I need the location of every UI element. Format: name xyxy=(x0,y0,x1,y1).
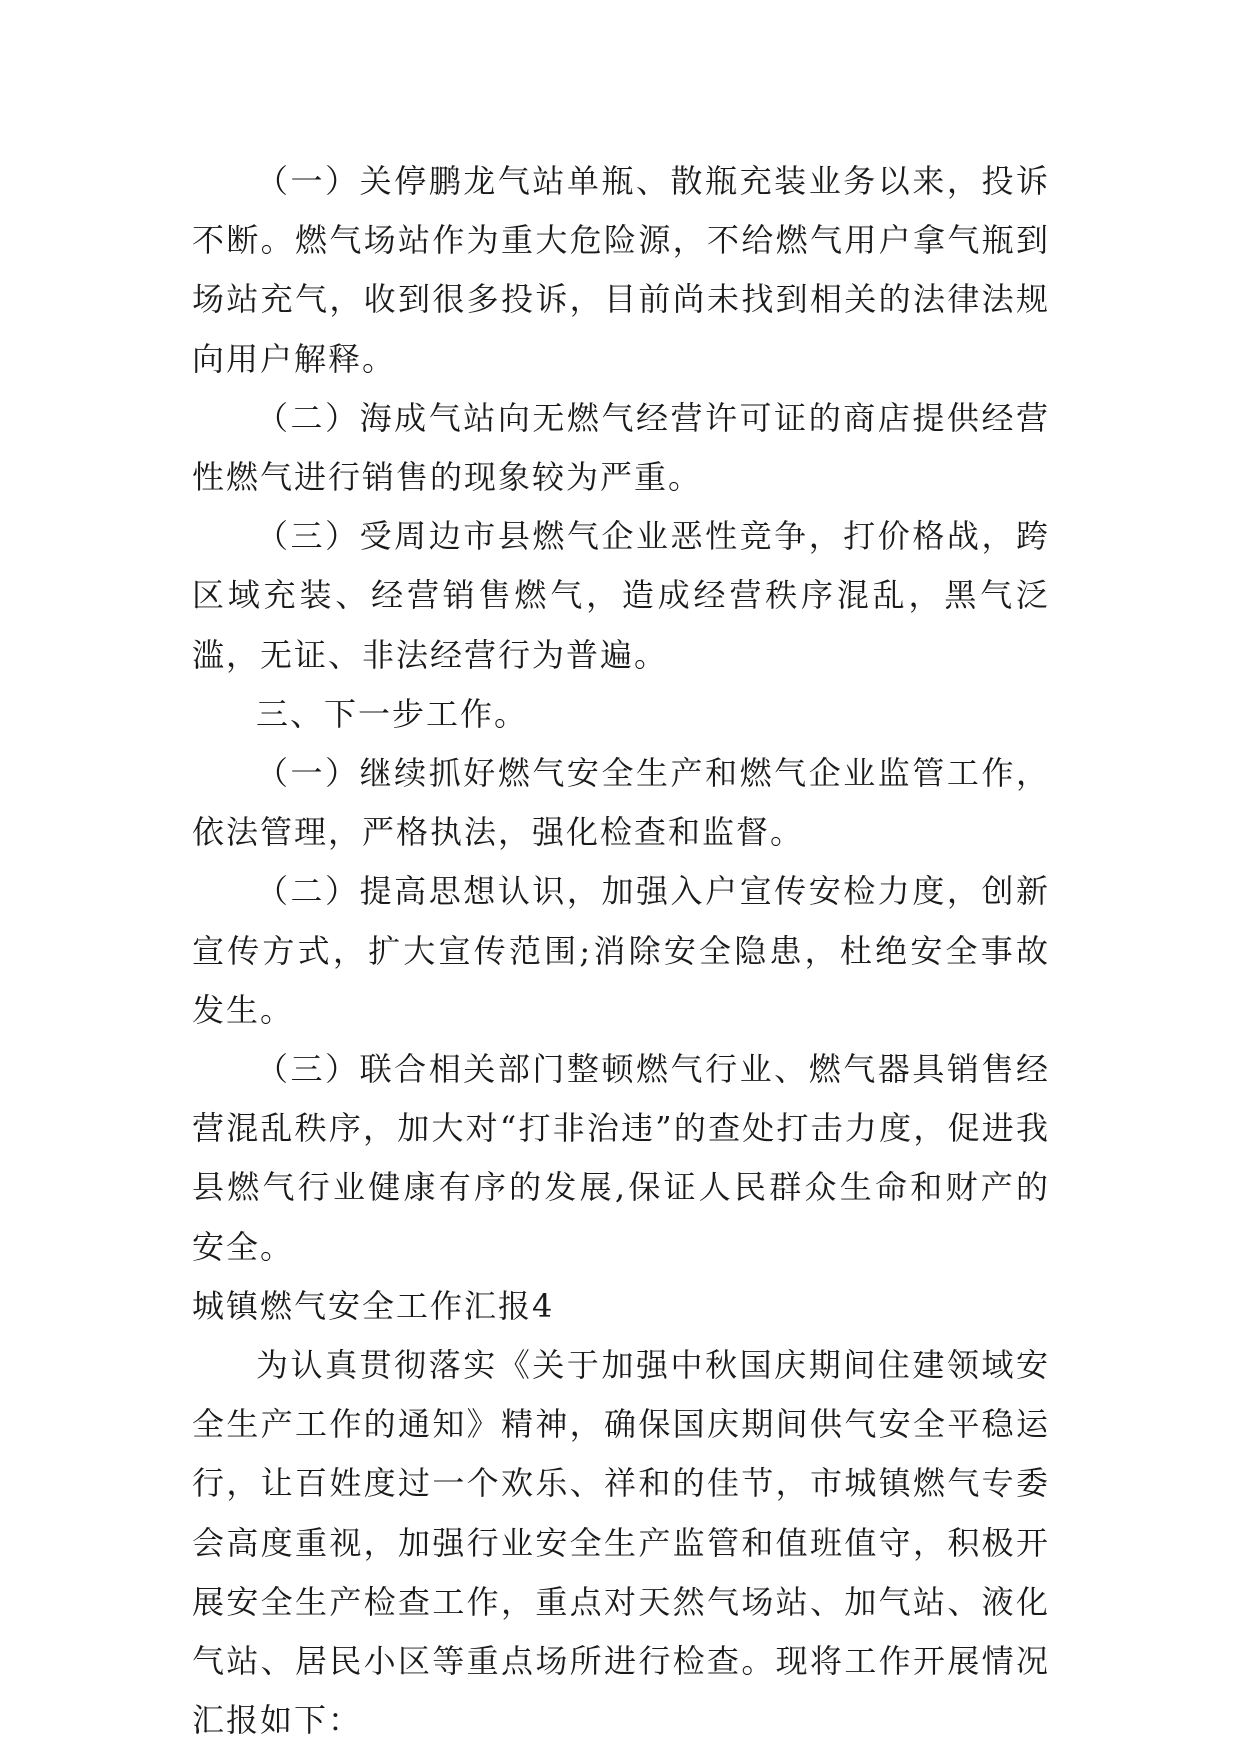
paragraph-rectification: （三）联合相关部门整顿燃气行业、燃气器具销售经营混乱秩序，加大对“打非治违”的查处打击力度，促进我县燃气行业健康有序的发展,保证人民群众生命和财产的安全。 xyxy=(192,1050,1050,1266)
paragraph-complaints: （一）关停鹏龙气站单瓶、散瓶充装业务以来，投诉不断。燃气场站作为重大危险源，不给燃气用户拿气瓶到场站充气，收到很多投诉，目前尚未找到相关的法律法规向用户解释。 xyxy=(192,162,1050,378)
paragraph-unlicensed-sales: （二）海成气站向无燃气经营许可证的商店提供经营性燃气进行销售的现象较为严重。 xyxy=(192,398,1050,497)
section-heading-next-steps: 三、下一步工作。 xyxy=(256,694,529,733)
paragraph-intro: 为认真贯彻落实《关于加强中秋国庆期间住建领域安全生产工作的通知》精神，确保国庆期间供气安全平稳运行，让百姓度过一个欢乐、祥和的佳节，市城镇燃气专委会高度重视，加强行业安全生产监管和值班值守，积极开展安全生产检查工作，重点对天然气场站、加气站、液化气站、居民小区等重点场所进行检查。现将工作开展情况汇报如下： xyxy=(192,1346,1050,1740)
document-body xyxy=(192,152,1050,1750)
paragraph-competition: （三）受周边市县燃气企业恶性竞争，打价格战，跨区域充装、经营销售燃气，造成经营秩序混乱，黑气泛滥，无证、非法经营行为普遍。 xyxy=(192,517,1050,674)
paragraph-supervision: （一）继续抓好燃气安全生产和燃气企业监管工作，依法管理，严格执法，强化检查和监督。 xyxy=(192,754,1050,852)
section-title: 城镇燃气安全工作汇报4 xyxy=(192,1286,555,1325)
paragraph-awareness: （二）提高思想认识，加强入户宣传安检力度，创新宣传方式，扩大宣传范围;消除安全隐患，杜绝安全事故发生。 xyxy=(192,872,1050,1029)
